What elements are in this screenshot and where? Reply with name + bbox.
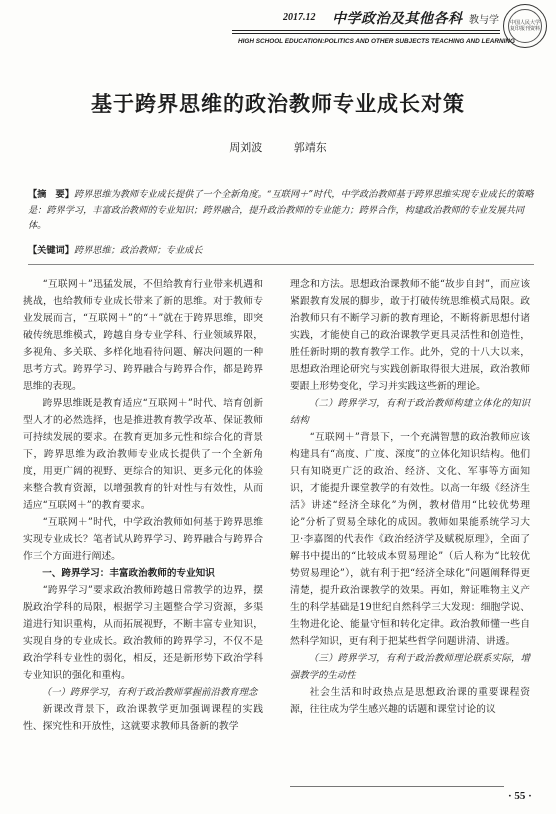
journal-name: 中学政治及其他各科 bbox=[332, 11, 463, 27]
subsection-heading-3: （三）跨界学习，有利于政治教师理论联系实际，增强教学的生动性 bbox=[290, 653, 530, 681]
running-header bbox=[0, 0, 556, 52]
section-heading-1: 一、跨界学习：丰富政治教师的专业知识 bbox=[42, 568, 215, 579]
author-1: 周刘波 bbox=[229, 141, 263, 154]
header-rule bbox=[232, 30, 500, 31]
keywords-text: 跨界思维；政治教师；专业成长 bbox=[73, 245, 203, 256]
journal-subtitle: 教与学 bbox=[469, 15, 499, 26]
page-number: · 55 · bbox=[508, 790, 532, 802]
abstract-divider bbox=[28, 264, 534, 265]
paragraph: “互联网＋”时代，中学政治教师如何基于跨界思维实现专业成长？笔者试从跨界学习、跨界融合与跨界合作三个方面进行阐述。 bbox=[23, 517, 263, 562]
footer-rule bbox=[290, 786, 504, 787]
paragraph: 社会生活和时政热点是思想政治课的重要课程资源，往往成为学生感兴趣的话题和课堂讨论的议 bbox=[290, 687, 530, 715]
header-rule-thin bbox=[232, 33, 500, 34]
abstract bbox=[28, 187, 534, 234]
journal-english-name: HIGH SCHOOL EDUCATION:POLITICS AND OTHER SUBJECTS TEACHING AND LEARNING bbox=[238, 38, 515, 45]
author-line bbox=[0, 139, 556, 155]
left-column bbox=[23, 276, 263, 735]
subsection-heading-1: （一）跨界学习，有利于政治教师掌握前沿教育理念 bbox=[41, 687, 258, 698]
issue-number: 2017.12 bbox=[283, 12, 316, 23]
right-column bbox=[290, 276, 530, 718]
journal-seal-logo bbox=[503, 4, 547, 48]
paragraph: 理念和方法。思想政治课教师不能“故步自封”，而应该紧跟教育发展的脚步，敢于打破传统思维模式局限。政治教师只有不断学习新的教育理论，不断将新思想付诸实践，才能使自己的政治课教学更具灵活性和创造性，胜任新时期的教育教学工作。此外，党的十八大以来，思想政治理论研究与实践创新取得很大进展，政治教师要跟上形势变化，学习并实践这些新的理论。 bbox=[290, 279, 530, 392]
paragraph: “互联网＋”背景下，一个充满智慧的政治教师应该构建具有“高度、广度、深度”的立体化知识结构。他们只有知晓更广泛的政治、经济、文化、军事等方面知识，才能提升课堂教学的有效性。以高一年级《经济生活》讲述“经济全球化”为例，教材借用“比较优势理论”分析了贸易全球化的成因。教师如果能系统学习大卫·李嘉图的代表作《政治经济学及赋税原理》，全面了解书中提出的“比较成本贸易理论”（后人称为“比较优势贸易理论”），就有利于把“经济全球化”问题阐释得更清楚，提升政治课教学的效果。再如，辩证唯物主义产生的科学基础是19世纪自然科学三大发现：细胞学说、生物进化论、能量守恒和转化定律。政治教师懂一些自然科学知识，更有利于把某些哲学问题讲清、讲透。 bbox=[290, 432, 530, 647]
abstract-label: 【摘 要】 bbox=[28, 189, 74, 200]
paragraph: 跨界思维既是教育适应“互联网＋”时代、培育创新型人才的必然选择，也是推进教育教学改革、保证教师可持续发展的要求。在教育更加多元性和综合化的背景下，跨界思维为政治教师专业成长提供了一个全新角度，用更广阔的视野、更综合的知识、更多元化的体验来整合教育资源，以增强教育的针对性与有效性，从而适应“互联网＋”的教育要求。 bbox=[23, 398, 263, 511]
author-2: 郭靖东 bbox=[293, 141, 327, 154]
keywords bbox=[28, 243, 534, 258]
seal-inner-ring bbox=[508, 9, 542, 43]
subsection-heading-2: （二）跨界学习，有利于政治教师构建立体化的知识结构 bbox=[290, 398, 530, 426]
abstract-text: 跨界思维为教师专业成长提供了一个全新角度。“互联网＋”时代，中学政治教师基于跨界思维实现专业成长的策略是：跨界学习，丰富政治教师的专业知识；跨界融合，提升政治教师的专业能力；跨界合作，构建政治教师的专业发展共同体。 bbox=[28, 189, 534, 231]
article-title: 基于跨界思维的政治教师专业成长对策 bbox=[91, 92, 465, 116]
keywords-label: 【关键词】 bbox=[28, 245, 74, 256]
paragraph: 新课改背景下，政治课教学更加强调课程的实践性、探究性和开放性，这就要求教师具备新的教学 bbox=[23, 704, 263, 732]
paragraph: “跨界学习”要求政治教师跨越日常教学的边界，摆脱政治学科的局限，根据学习主题整合学习资源，多渠道进行知识重构，从而拓展视野，不断丰富专业知识，实现自身的专业成长。政治教师的跨界学习，不仅不是政治学科专业性的弱化，相反，还是新形势下政治学科专业知识的强化和重构。 bbox=[23, 585, 263, 681]
paragraph: “互联网＋”迅猛发展，不但给教育行业带来机遇和挑战，也给教师专业成长带来了新的思维。对于教师专业发展而言，“互联网＋”的“＋”就在于跨界思维，即突破传统思维模式，跨越自身专业学科、行业领域界限，多视角、多关联、多样化地看待问题、解决问题的一种思考方式。跨界学习、跨界融合与跨界合作，都是跨界思维的表现。 bbox=[23, 279, 263, 392]
seal-text: 中国人民大学复印报刊资料 bbox=[509, 20, 540, 32]
